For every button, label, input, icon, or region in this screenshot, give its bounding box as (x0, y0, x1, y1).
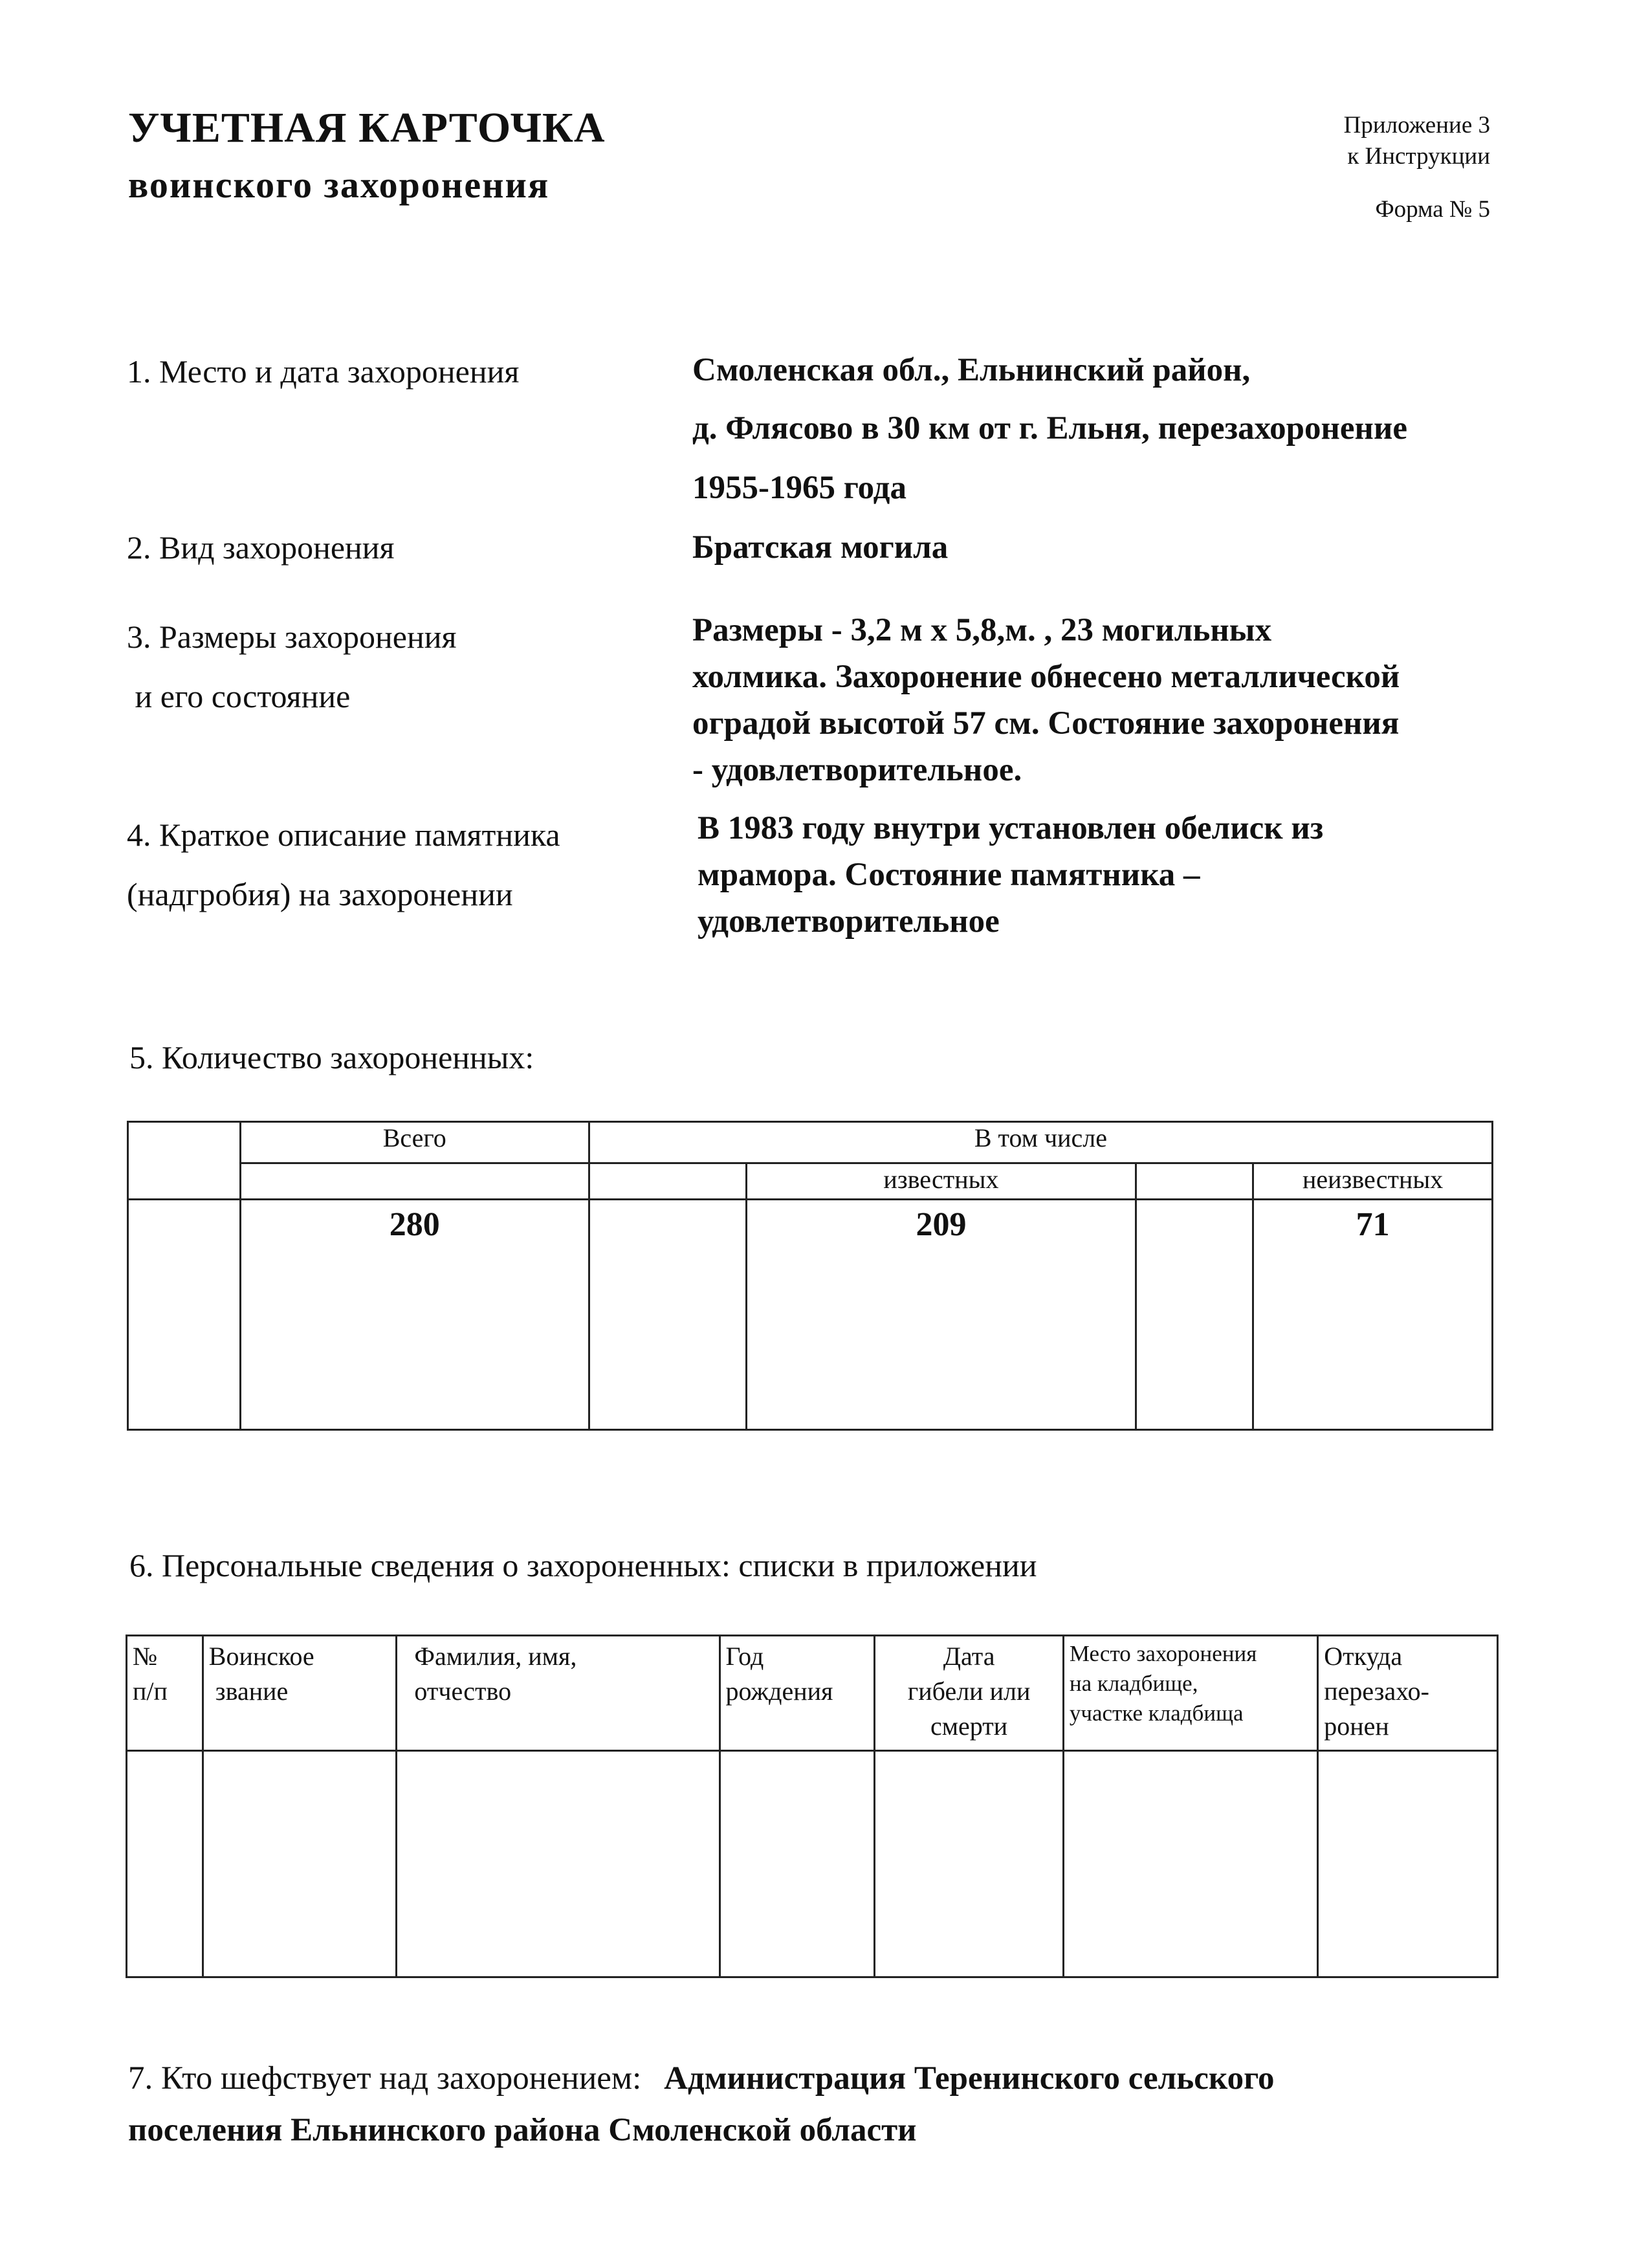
section3-value-line: Размеры - 3,2 м х 5,8,м. , 23 могильных (692, 612, 1272, 648)
section3-label (127, 607, 456, 726)
header-empty (1136, 1163, 1253, 1200)
col-header-number: № п/п (127, 1636, 203, 1751)
empty-cell (127, 1751, 203, 1977)
blank-header-cell (128, 1122, 241, 1200)
section1-value-line: 1955-1965 года (692, 470, 906, 506)
section1-label: 1. Место и дата захоронения (127, 353, 520, 390)
empty-cell (1136, 1200, 1253, 1430)
section4-label-line: (надгробия) на захоронении (127, 876, 513, 912)
header-empty (240, 1163, 589, 1200)
section2-value: Братская могила (692, 529, 949, 566)
section5-label: 5. Количество захороненных: (129, 1039, 534, 1075)
section1-value-line: Смоленская обл., Ельнинский район, (692, 352, 1251, 388)
section4-value (698, 805, 1323, 945)
section4-label-line: 4. Краткое описание памятника (127, 817, 560, 853)
section7 (128, 2053, 1274, 2156)
section2-label: 2. Вид захоронения (127, 529, 395, 566)
appendix-note (1344, 110, 1490, 172)
total-count: 280 (240, 1200, 589, 1430)
section3-value-line: - удовлетворительное. (692, 752, 1022, 788)
section1-value-line: д. Флясово в 30 км от г. Ельня, перезахоронение (692, 410, 1407, 446)
empty-cell (203, 1751, 397, 1977)
empty-cell (875, 1751, 1064, 1977)
col-header-name: Фамилия, имя, отчество (397, 1636, 720, 1751)
col-header-death-date: Дата гибели или смерти (875, 1636, 1064, 1751)
unknown-count: 71 (1253, 1200, 1493, 1430)
card-title: УЧЕТНАЯ КАРТОЧКА (128, 104, 606, 151)
personal-data-table (126, 1635, 1499, 1978)
section6-label: 6. Персональные сведения о захороненных: списки в приложении (129, 1547, 1037, 1583)
appendix-line-1: Приложение 3 (1343, 112, 1490, 138)
header-total: Всего (240, 1122, 589, 1163)
empty-cell (1063, 1751, 1317, 1977)
section1-value (692, 347, 1407, 511)
empty-cell (397, 1751, 720, 1977)
section4-label (127, 805, 560, 924)
section3-value-line: холмика. Захоронение обнесено металлической (692, 659, 1400, 695)
header-unknown: неизвестных (1253, 1163, 1493, 1200)
appendix-line-2: к Инструкции (1347, 143, 1490, 170)
section4-value-line: В 1983 году внутри установлен обелиск из (698, 810, 1324, 846)
col-header-reburied-from: Откуда перезахо- ронен (1318, 1636, 1498, 1751)
section3-value (692, 607, 1400, 793)
col-header-birth-year: Год рождения (720, 1636, 875, 1751)
row-blank-cell (128, 1200, 241, 1430)
section7-value-line: Администрация Теренинского сельского (664, 2060, 1275, 2097)
section4-value-line: удовлетворительное (698, 903, 1000, 940)
col-header-rank: Воинское звание (203, 1636, 397, 1751)
empty-cell (720, 1751, 875, 1977)
section3-label-line: 3. Размеры захоронения (127, 619, 457, 655)
header-including: В том числе (589, 1122, 1492, 1163)
col-header-burial-place: Место захоронения на кладбище, участке кладбища (1063, 1636, 1317, 1751)
header-known: известных (747, 1163, 1136, 1200)
section3-label-line: и его состояние (127, 678, 351, 714)
empty-cell (1318, 1751, 1498, 1977)
section7-label: 7. Кто шефствует над захоронением: (128, 2060, 642, 2097)
burial-count-table (127, 1121, 1493, 1431)
card-subtitle: воинского захоронения (128, 164, 550, 206)
section3-value-line: оградой высотой 57 см. Состояние захоронения (692, 705, 1400, 742)
header-empty (589, 1163, 747, 1200)
form-number: Форма № 5 (1375, 196, 1490, 223)
known-count: 209 (747, 1200, 1136, 1430)
section7-value-line: поселения Ельнинского района Смоленской области (128, 2112, 917, 2148)
empty-cell (589, 1200, 747, 1430)
section4-value-line: мрамора. Состояние памятника – (698, 857, 1200, 893)
